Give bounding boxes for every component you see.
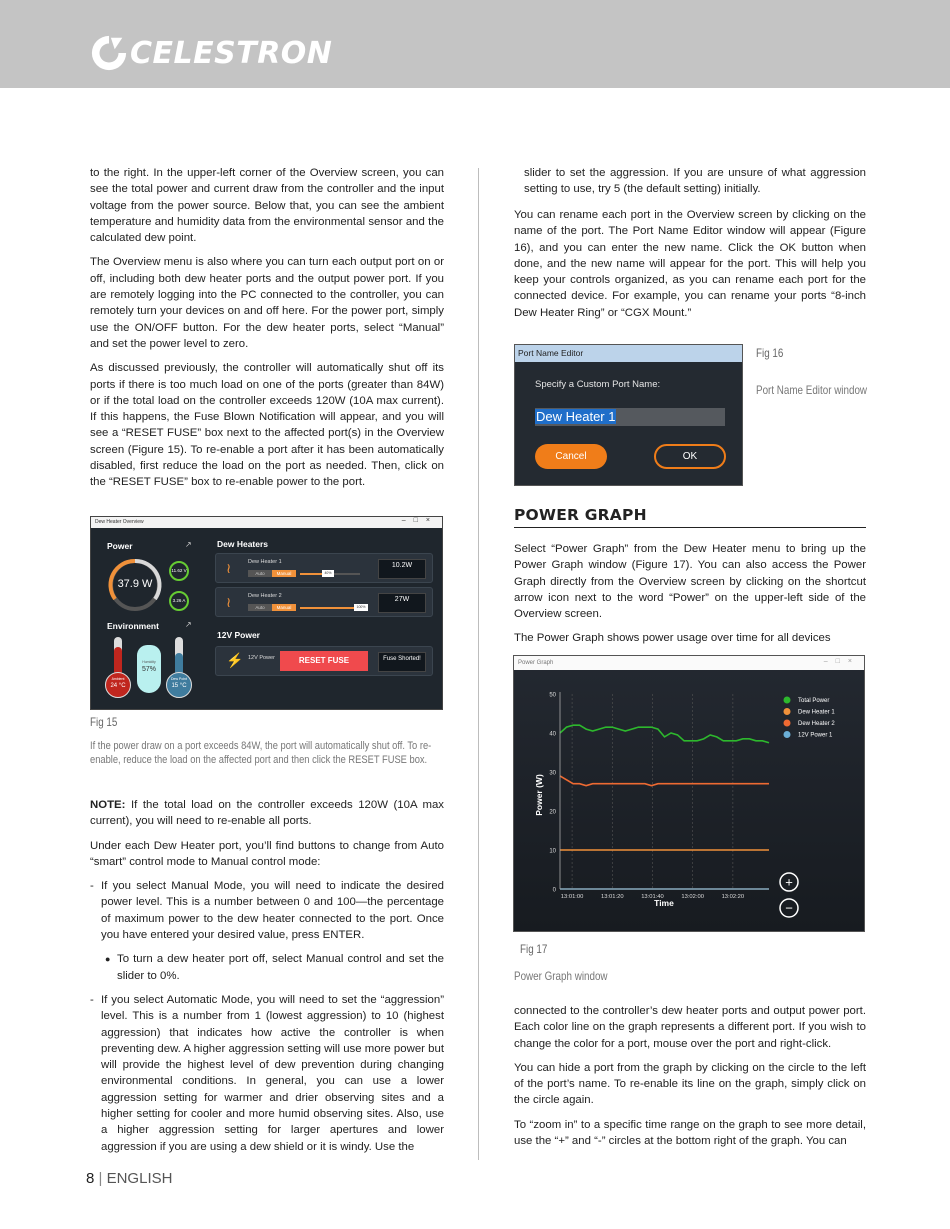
heater2-power: 27W bbox=[378, 593, 426, 613]
ambient-thermometer bbox=[114, 637, 122, 677]
heater-flame-icon: ≀ bbox=[226, 560, 232, 576]
fig15-caption: If the power draw on a port exceeds 84W, the port will automatically shut off. To re-enable, reduce the load on the affected port and then click the RESET FUSE box. bbox=[90, 740, 432, 766]
y-axis-label: Power (W) bbox=[534, 774, 544, 816]
x-tick-label: 13:01:40 bbox=[641, 894, 664, 900]
list-item-text: If you select Manual Mode, you will need to indicate the desired power level. This is a number between 0 and 100—the percentage of maximum power to the dew heater connected to the port. Once you have entered your desired value, press ENTER. bbox=[101, 880, 444, 942]
ambient-label: Ambient bbox=[111, 677, 125, 681]
window-controls-icon: –□× bbox=[823, 658, 860, 665]
right-column-lower bbox=[514, 1003, 866, 1157]
page-footer: 8 | ENGLISH bbox=[86, 1170, 173, 1187]
heater2-name[interactable]: Dew Heater 2 bbox=[248, 593, 282, 599]
legend-toggle-icon[interactable] bbox=[784, 720, 791, 727]
window-controls-icon: –□× bbox=[401, 517, 438, 524]
heater2-panel bbox=[215, 587, 433, 617]
manual-button[interactable]: Manual bbox=[272, 570, 296, 577]
external-link-icon[interactable]: ↗ bbox=[185, 540, 192, 549]
language-label: ENGLISH bbox=[106, 1170, 173, 1187]
power-label: Power bbox=[107, 541, 133, 551]
legend-label[interactable]: Total Power bbox=[798, 698, 830, 705]
external-link-icon[interactable]: ↗ bbox=[185, 620, 192, 629]
heater-flame-icon: ≀ bbox=[226, 594, 232, 610]
dialog-prompt: Specify a Custom Port Name: bbox=[535, 379, 661, 390]
legend-toggle-icon[interactable] bbox=[784, 697, 791, 704]
y-tick-label: 20 bbox=[549, 809, 556, 816]
column-divider bbox=[478, 168, 479, 1160]
page-header bbox=[0, 0, 950, 88]
celestron-logo-icon bbox=[90, 34, 128, 72]
dew-heaters-label: Dew Heaters bbox=[217, 539, 269, 549]
paragraph: to the right. In the upper-left corner of the Overview screen, you can see the total power and current draw from the controller and the input voltage from the power source. Below that, you can see the ambient temperature and humidity data from the environmental sensor and the calculated dew point. bbox=[90, 167, 444, 245]
window-titlebar bbox=[514, 656, 864, 670]
port-name-value: Dew Heater 1 bbox=[536, 409, 616, 424]
legend-toggle-icon[interactable] bbox=[784, 708, 791, 715]
paragraph: Select “Power Graph” from the Dew Heater menu to bring up the Power Graph window (Figure 17). You can also access the Power Graph directly from the Overview screen by clicking on the shortcut arrow icon next to the word “Power” on the upper-left side of the Overview screen. bbox=[514, 543, 866, 621]
dialog-title: Port Name Editor bbox=[515, 345, 742, 362]
fuse-status: Fuse Shorted! bbox=[378, 652, 426, 672]
heater1-power: 10.2W bbox=[378, 559, 426, 579]
note-label: NOTE: bbox=[90, 799, 126, 811]
ok-button[interactable]: OK bbox=[654, 444, 726, 469]
zoom-in-label: + bbox=[785, 874, 793, 890]
paragraph: Under each Dew Heater port, you’ll find buttons to change from Auto “smart” control mode to Manual control mode: bbox=[90, 839, 444, 868]
fig15-number: Fig 15 bbox=[90, 715, 118, 729]
y-tick-label: 40 bbox=[549, 731, 556, 738]
right-column-continuation bbox=[524, 165, 866, 206]
port12-name[interactable]: 12V Power bbox=[248, 655, 275, 661]
dewpoint-value: 15 °C bbox=[171, 683, 187, 689]
paragraph: You can rename each port in the Overview screen by clicking on the name of the port. The Port Name Editor window will appear (Figure 16), and you can enter the new name. Click the OK button when done, and the new name will appear for the port. This will help you keep your controls organized, as you can rename each port for the connected device. For example, you can rename your ports “8-inch Dew Heater Ring” or “CGX Mount.” bbox=[514, 209, 866, 319]
x-tick-label: 13:02:20 bbox=[721, 894, 745, 900]
y-tick-label: 10 bbox=[549, 848, 556, 855]
paragraph: The Overview menu is also where you can turn each output port on or off, including both dew heater ports and the output power port. If you are remotely logging into the PC connected to the controller, you can remotely turn your devices on and off here. For the power port, simply use the ON/OFF button. For the dew heater ports, select “Manual” and set the power level to zero. bbox=[90, 256, 444, 350]
amps-value: 3.26 A bbox=[172, 598, 186, 603]
fig17-caption: Power Graph window bbox=[514, 969, 608, 983]
humidity-value: 57% bbox=[141, 666, 156, 673]
window-title: Power Graph bbox=[518, 660, 554, 666]
brand-name: CELESTRON bbox=[130, 35, 333, 71]
note-paragraph bbox=[90, 797, 444, 830]
auto-button[interactable]: Auto bbox=[248, 604, 272, 611]
right-column-mid bbox=[514, 541, 866, 655]
slider-value: 40% bbox=[322, 570, 334, 577]
x-axis-label: Time bbox=[654, 898, 674, 908]
section-heading: POWER GRAPH bbox=[514, 506, 866, 528]
x-tick-label: 13:01:20 bbox=[600, 894, 624, 900]
manual-button[interactable]: Manual bbox=[272, 604, 296, 611]
fig16-port-name-editor bbox=[514, 344, 743, 486]
y-tick-label: 30 bbox=[549, 770, 556, 777]
list-item: - If you select Manual Mode, you will need to indicate the desired power level. This is a number between 0 and 100—the percentage of maximum power to the dew heater connected to the port. Once you have entered your desired value, press ENTER. bbox=[90, 878, 444, 943]
y-tick-label: 50 bbox=[549, 692, 556, 699]
legend-label[interactable]: Dew Heater 1 bbox=[798, 709, 835, 716]
ambient-value: 24 °C bbox=[110, 683, 126, 689]
paragraph: slider to set the aggression. If you are unsure of what aggression setting to use, try 5 (the default setting) initially. bbox=[524, 167, 866, 196]
left-column-lower bbox=[90, 797, 444, 1155]
humidity-label: Humidity bbox=[142, 660, 156, 664]
y-tick-label: 0 bbox=[552, 887, 556, 894]
list-item-text: To turn a dew heater port off, select Manual control and set the slider to 0%. bbox=[117, 953, 444, 982]
heater1-name[interactable]: Dew Heater 1 bbox=[248, 559, 282, 565]
x-tick-label: 13:02:00 bbox=[681, 894, 704, 900]
paragraph: You can hide a port from the graph by clicking on the circle to the left of the port’s name. To re-enable its line on the graph, simply click on the circle again. bbox=[514, 1061, 866, 1107]
left-column bbox=[90, 165, 444, 499]
heater1-panel bbox=[215, 553, 433, 583]
power12-label: 12V Power bbox=[217, 630, 260, 640]
reset-fuse-button[interactable]: RESET FUSE bbox=[280, 651, 368, 671]
brand-logo bbox=[90, 34, 332, 72]
list-item-text: If you select Automatic Mode, you will need to set the “aggression” level. This is a number from 1 (lowest aggression) to 10 (highest aggression) that indicates how active the controller is when preventing dew. A higher aggression setting will use more power but will provide the highest level of dew prevention during changing environmental conditions. In general, you can use a lower aggression setting for warmer and drier observing sites and a higher setting for cooler and more humid observing sites. Also, use a higher aggression setting for larger apertures and lower aggression if you are using a dew shield or it is windy. Use the bbox=[101, 993, 444, 1153]
fig15-overview-screenshot bbox=[90, 516, 443, 710]
lightning-icon: ⚡ bbox=[226, 652, 244, 668]
dewpoint-label: Dew Point bbox=[171, 677, 187, 681]
dewpoint-thermometer bbox=[175, 637, 183, 677]
zoom-out-label: − bbox=[785, 900, 793, 916]
volts-value: 11.62 V bbox=[171, 568, 187, 573]
right-column bbox=[514, 207, 866, 329]
legend-label[interactable]: 12V Power 1 bbox=[798, 732, 833, 739]
heater2-slider[interactable] bbox=[300, 607, 360, 609]
x-tick-label: 13:01:00 bbox=[560, 894, 584, 900]
fig17-power-graph-window bbox=[513, 655, 865, 932]
paragraph: connected to the controller’s dew heater ports and output power port. Each color line on the graph represents a different port. If you wish to change the color for a port, mouse over the port and right-click. bbox=[514, 1005, 866, 1050]
watts-value: 37.9 W bbox=[117, 578, 153, 590]
window-title: Dew Heater Overview bbox=[95, 519, 144, 525]
page-number: 8 bbox=[86, 1170, 95, 1187]
auto-button[interactable]: Auto bbox=[248, 570, 272, 577]
port-name-input[interactable] bbox=[535, 408, 725, 426]
environment-label: Environment bbox=[107, 621, 159, 631]
fig16-caption: Port Name Editor window bbox=[756, 383, 868, 397]
cancel-button[interactable]: Cancel bbox=[535, 444, 607, 469]
note-text: If the total load on the controller exceeds 120W (10A max current), you will need to re-enable all ports. bbox=[90, 799, 444, 828]
list-item: - If you select Automatic Mode, you will need to set the “aggression” level. This is a number from 1 (lowest aggression) to 10 (highest aggression) that indicates how active the controller is when preventing dew. A higher aggression setting will use more power but will provide the highest level of dew prevention during changing environmental conditions. In general, you can use a lower aggression setting for warmer and drier observing sites and a higher setting for cooler and more humid observing sites. Also, use a higher aggression setting for larger apertures and lower aggression if you are using a dew shield or it is windy. Use the bbox=[90, 992, 444, 1155]
power-graph-chart bbox=[514, 670, 864, 931]
list-item: ● To turn a dew heater port off, select Manual control and set the slider to 0%. bbox=[105, 951, 444, 984]
window-titlebar bbox=[91, 517, 442, 528]
power12-panel bbox=[215, 646, 433, 676]
fig17-number: Fig 17 bbox=[520, 942, 548, 956]
paragraph: The Power Graph shows power usage over time for all devices bbox=[514, 632, 831, 645]
fig16-number: Fig 16 bbox=[756, 346, 784, 360]
paragraph: As discussed previously, the controller will automatically shut off its ports if there is too much load on one of the ports (greater than 84W) or if the total load on the controller exceeds 120W (10A max current). If this happens, the Fuse Blown Notification will appear, and you will see a “RESET FUSE” box next to the affected port(s) in the Overview screen (Figure 15). To re-enable a port after it has been automatically disabled, first reduce the load on the port as needed. Then, click on the “RESET FUSE” box to re-enable power to the port. bbox=[90, 362, 444, 489]
legend-label[interactable]: Dew Heater 2 bbox=[798, 721, 835, 728]
legend-toggle-icon[interactable] bbox=[784, 731, 791, 738]
slider-value: 100% bbox=[354, 604, 368, 611]
paragraph: To “zoom in” to a specific time range on the graph to see more detail, use the “+” and “-” circles at the bottom right of the graph. You can bbox=[514, 1118, 866, 1148]
